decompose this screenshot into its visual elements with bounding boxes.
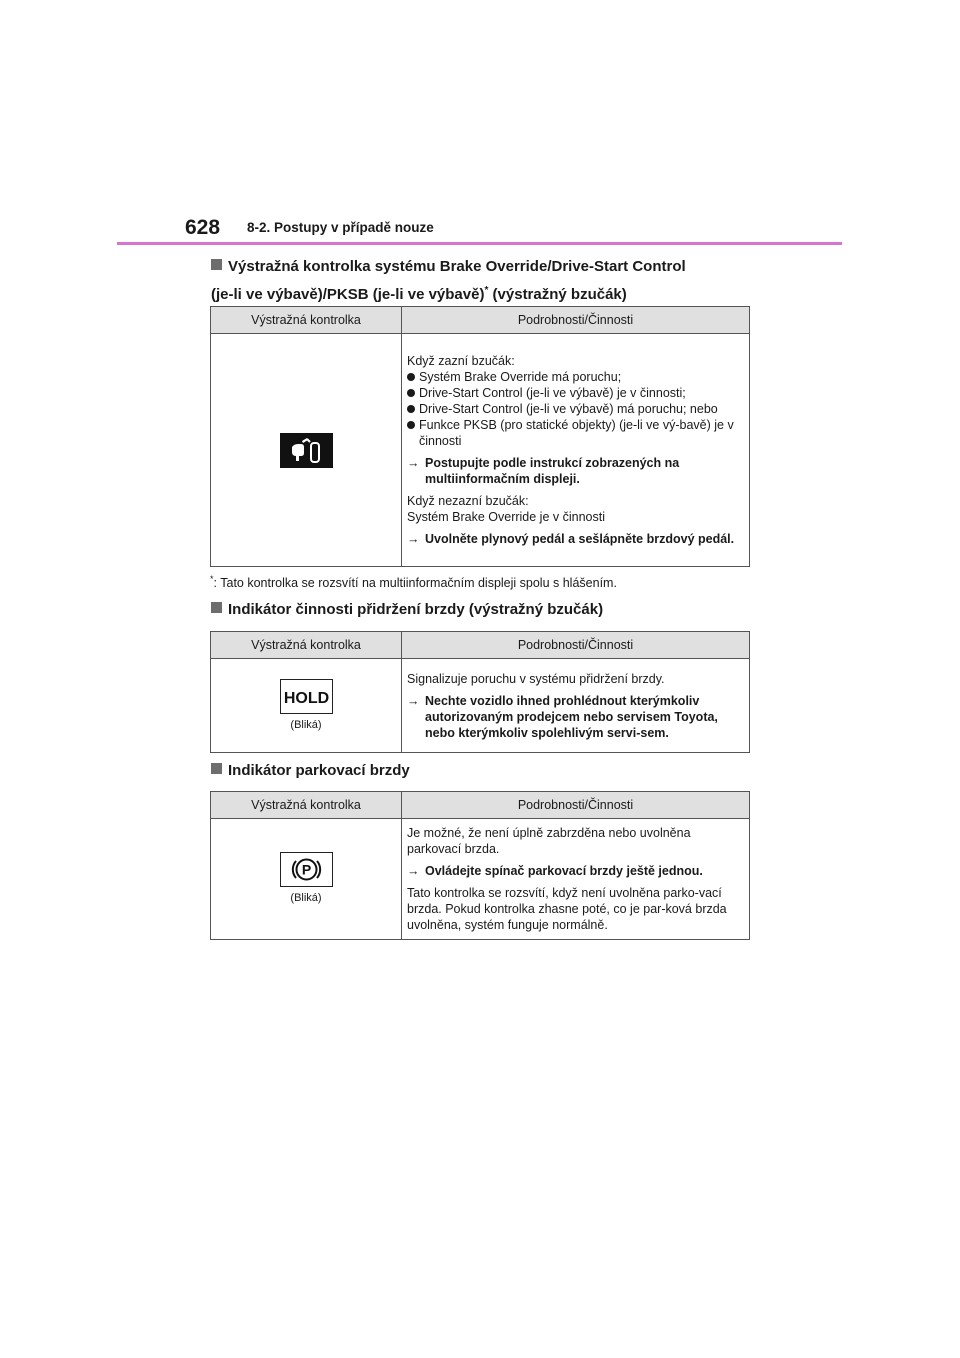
footnote: *: Tato kontrolka se rozsvítí na multiinformačním displeji spolu s hlášením. [210,574,617,591]
footnote-marker: * [484,285,489,296]
header-rule [117,242,842,245]
action-instruction: → Postupujte podle instrukcí zobrazených na multiinformačním displeji. [407,456,680,486]
blink-note: (Bliká) [290,718,322,731]
parking-brake-icon [280,852,333,887]
action-instruction: → Nechte vozidlo ihned prohlédnout kterýmkoliv autorizovaným prodejcem nebo servisem Toyota, nebo kterýmkoliv spolehlivým servi-sem. [407,693,718,740]
hold-icon [280,679,333,714]
buzzer-off-label: Když nezazní bzučák: [407,494,529,508]
warning-table-parking-brake [210,791,750,940]
square-bullet-icon [211,763,222,774]
heading-line-2-tail: (výstražný bzučák) [488,286,627,303]
page-number: 628 [185,216,221,239]
details-cell [402,334,750,567]
svg-text:P: P [301,861,311,878]
column-header-details: Podrobnosti/Činnosti [402,632,750,659]
heading-line-2: (je-li ve výbavě)/PKSB (je-li ve výbavě) [211,286,485,303]
warning-table-brake-hold [210,631,750,753]
list-item: Drive-Start Control (je-li ve výbavě) je v činnosti; [407,385,743,401]
section-heading-parking-brake: Indikátor parkovací brzdy [211,759,410,783]
section-heading-brake-hold: Indikátor činnosti přidržení brzdy (výstražný bzučák) [211,598,603,622]
list-item: Funkce PKSB (pro statické objekty) (je-li ve vý-bavě) je v činnosti [407,417,743,449]
warning-light-cell [211,819,402,940]
warning-light-cell [211,334,402,567]
square-bullet-icon [211,259,222,270]
action-instruction: → Uvolněte plynový pedál a sešlápněte brzdový pedál. [407,532,735,546]
chapter-title: 8-2. Postupy v případě nouze [247,220,434,235]
section-heading-brake-override [211,255,686,307]
details-cell [402,819,750,940]
warning-light-cell [211,659,402,753]
description: Signalizuje poruchu v systému přidržení brzdy. [407,671,665,686]
details-cell [402,659,750,753]
column-header-details: Podrobnosti/Činnosti [402,307,750,334]
buzzer-on-label: Když zazní bzučák: [407,354,515,368]
list-item: Drive-Start Control (je-li ve výbavě) má poruchu; nebo [407,401,743,417]
svg-text:HOLD: HOLD [283,689,329,707]
action-instruction: → Ovládejte spínač parkovací brzdy ještě jednou. [407,864,703,878]
list-item: Systém Brake Override má poruchu; [407,369,743,385]
warning-table-brake-override [210,306,750,567]
column-header-light: Výstražná kontrolka [211,307,402,334]
column-header-light: Výstražná kontrolka [211,792,402,819]
pedal-warning-icon [280,433,333,468]
heading-line-1: Výstražná kontrolka systému Brake Override/Drive-Start Control [228,258,686,275]
description-secondary: Tato kontrolka se rozsvítí, když není uvolněna parko-vací brzda. Pokud kontrolka zhasne poté, co je par-ková brzda uvolněna, systém funguje normálně. [407,886,727,932]
column-header-details: Podrobnosti/Činnosti [402,792,750,819]
blink-note: (Bliká) [290,892,322,904]
description: Je možné, že není úplně zabrzděna nebo uvolněna parkovací brzda. [407,826,691,856]
buzzer-off-status: Systém Brake Override je v činnosti [407,510,605,524]
square-bullet-icon [211,602,222,613]
column-header-light: Výstražná kontrolka [211,632,402,659]
